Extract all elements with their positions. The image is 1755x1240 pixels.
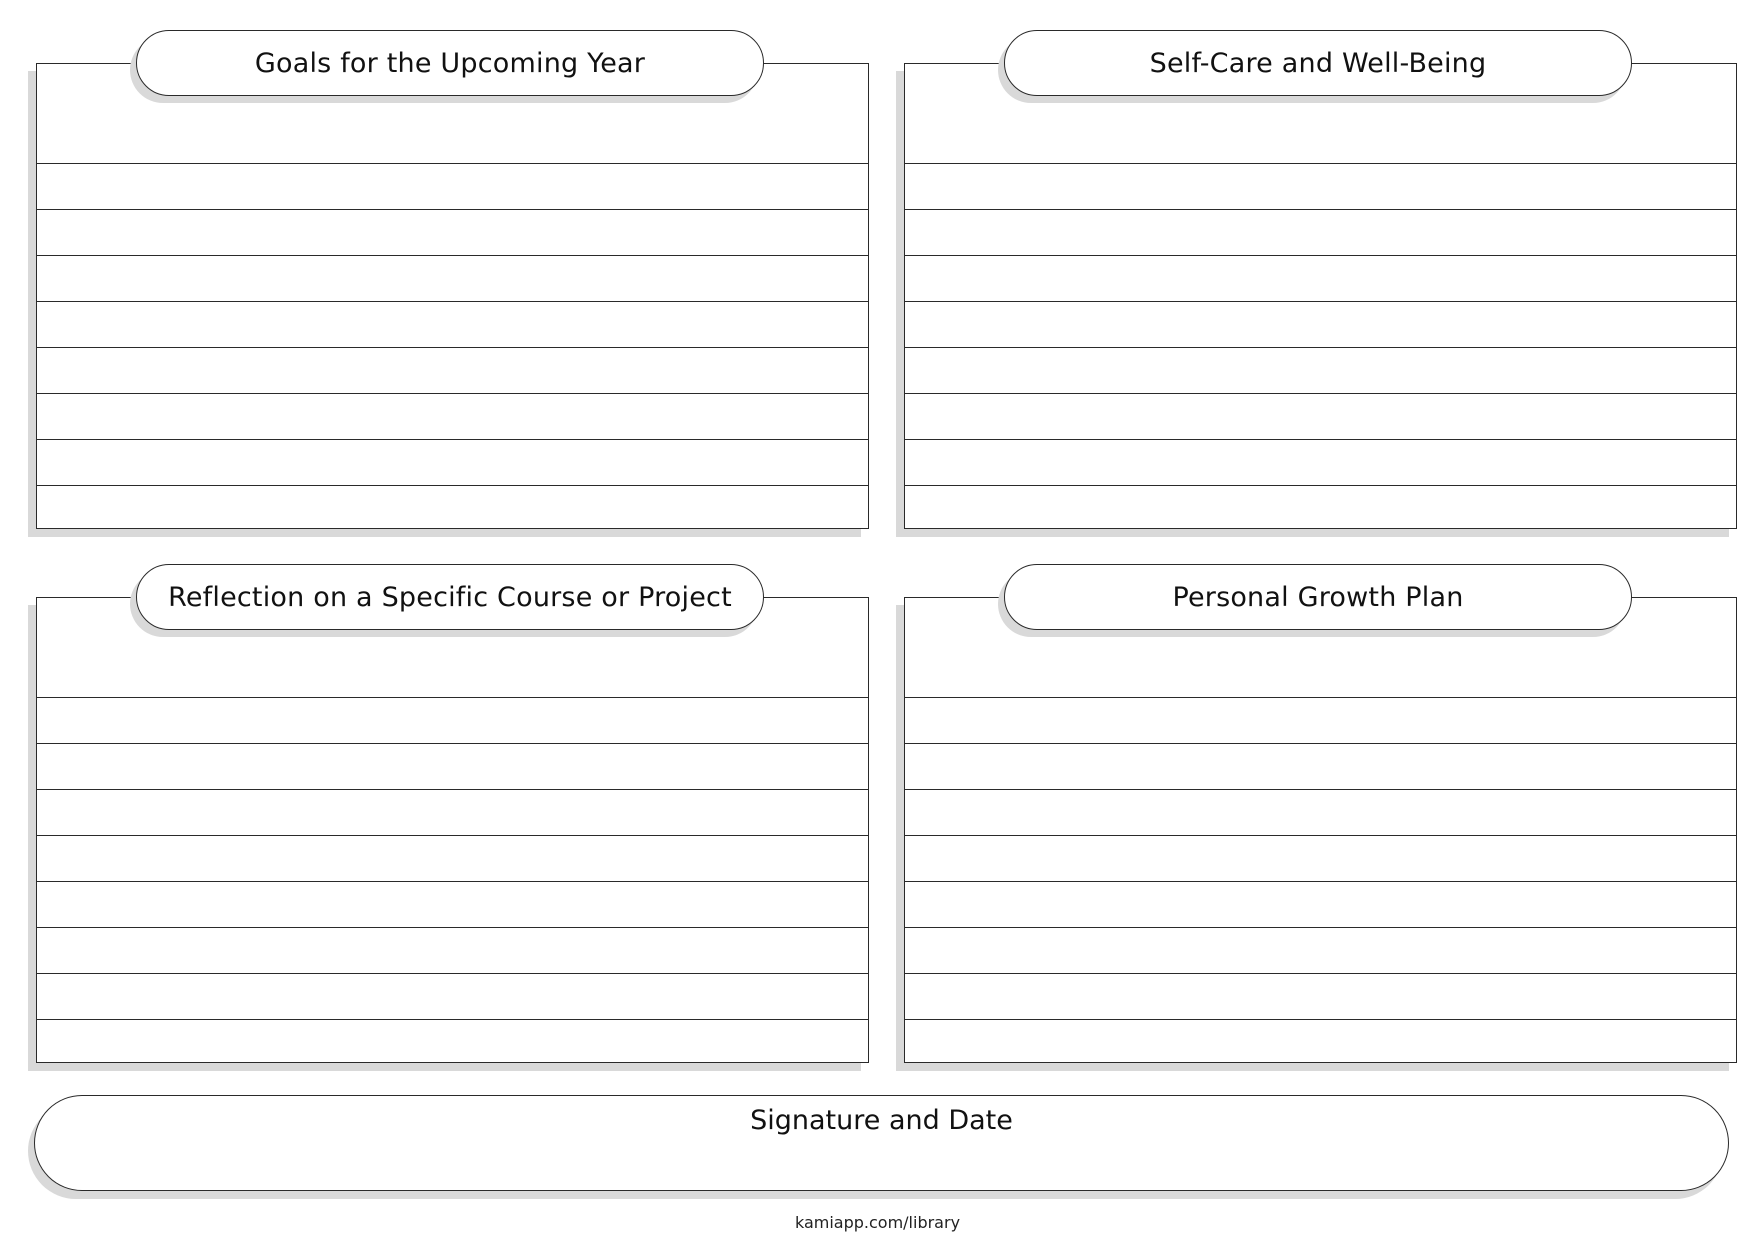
writing-line (37, 209, 868, 210)
writing-area-reflection[interactable] (36, 597, 869, 1063)
writing-area-goals[interactable] (36, 63, 869, 529)
section-header (136, 30, 764, 96)
writing-line (37, 301, 868, 302)
writing-line (905, 1019, 1736, 1020)
writing-line (37, 163, 868, 164)
writing-line (905, 301, 1736, 302)
section-reflection (36, 581, 869, 1063)
signature-title: Signature and Date (750, 1105, 1013, 1136)
writing-line (905, 393, 1736, 394)
writing-line (905, 347, 1736, 348)
writing-line (905, 881, 1736, 882)
section-self-care (904, 47, 1737, 529)
section-title: Personal Growth Plan (1004, 564, 1632, 630)
section-growth-plan (904, 581, 1737, 1063)
writing-line (37, 881, 868, 882)
writing-line (37, 1019, 868, 1020)
writing-line (37, 393, 868, 394)
writing-line (905, 697, 1736, 698)
writing-line (905, 789, 1736, 790)
writing-line (37, 439, 868, 440)
writing-line (37, 697, 868, 698)
section-header (136, 564, 764, 630)
writing-line (37, 789, 868, 790)
section-title: Goals for the Upcoming Year (136, 30, 764, 96)
writing-line (905, 209, 1736, 210)
writing-line (905, 163, 1736, 164)
section-header (1004, 564, 1632, 630)
section-header (1004, 30, 1632, 96)
writing-line (37, 927, 868, 928)
writing-line (37, 743, 868, 744)
writing-line (905, 927, 1736, 928)
writing-line (37, 255, 868, 256)
writing-line (37, 973, 868, 974)
section-title: Self-Care and Well-Being (1004, 30, 1632, 96)
writing-line (905, 439, 1736, 440)
writing-line (37, 485, 868, 486)
writing-line (905, 255, 1736, 256)
writing-line (905, 973, 1736, 974)
footer-url: kamiapp.com/library (794, 1213, 961, 1232)
writing-line (905, 743, 1736, 744)
signature-section (34, 1095, 1729, 1191)
writing-area-self-care[interactable] (904, 63, 1737, 529)
writing-line (37, 835, 868, 836)
writing-line (905, 485, 1736, 486)
section-title: Reflection on a Specific Course or Project (136, 564, 764, 630)
writing-line (37, 347, 868, 348)
writing-area-growth-plan[interactable] (904, 597, 1737, 1063)
section-goals (36, 47, 869, 529)
writing-line (905, 835, 1736, 836)
